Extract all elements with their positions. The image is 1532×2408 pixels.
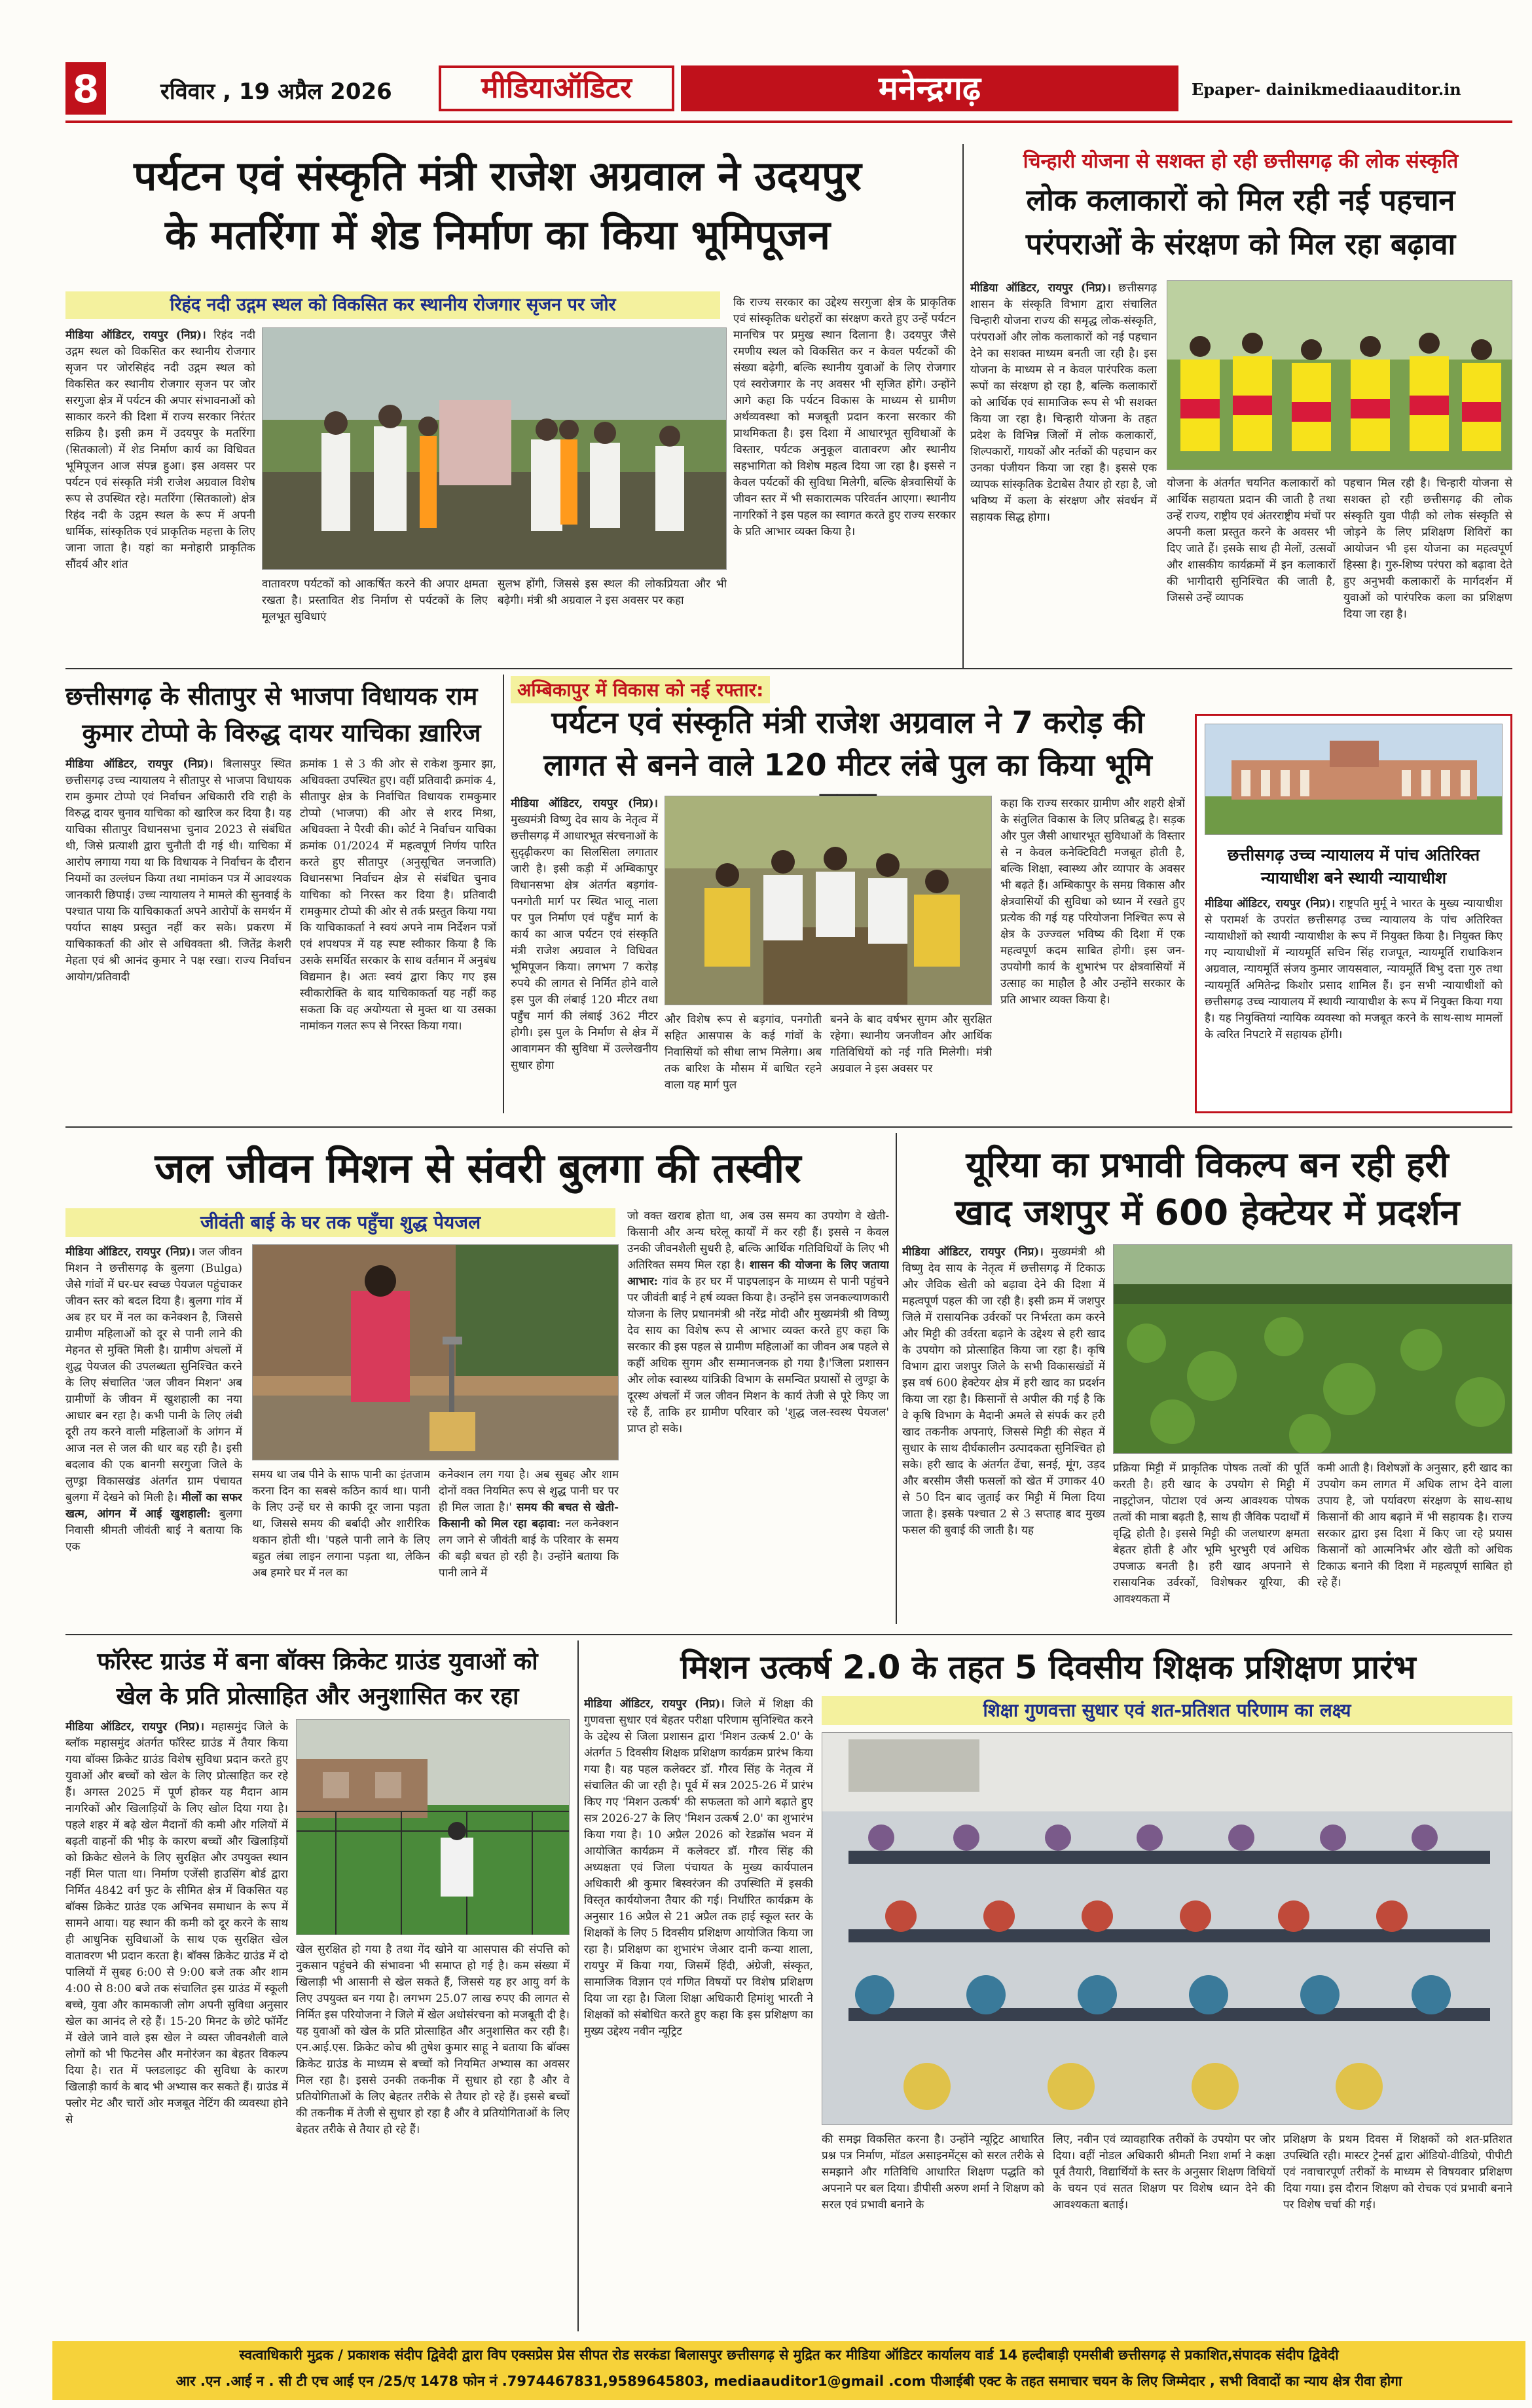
story9-subheadline: शिक्षा गुणवत्ता सुधार एवं शत-प्रतिशत परिणाम का लक्ष्य [822, 1696, 1512, 1725]
story2-photo [1167, 280, 1512, 470]
story4-col1-text: मुख्यमंत्री विष्णु देव साय के नेतृत्व में छत्तीसगढ़ में आधारभूत संरचनाओं के सुदृढ़ीकरण का सिलसिला लगातार जारी है। इसी कड़ी में अम्बिकापुर विधानसभा क्षेत्र अंतर्गत बड़गांव-पनगोती मार्ग पर स्थित भालू नाला पर पुल निर्माण एवं पहुँच मार्ग के कार्य का आज पर्यटन एवं संस्कृति मंत्री राजेश अग्रवाल ने विधिवत भूमिपूजन किया। लगभग 7 करोड़ रुपये की लागत से निर्मित होने वाले इस पुल की लंबाई 120 मीटर तथा पहुँच मार्ग की लंबाई 362 मीटर होगी। इस पुल के निर्माण से क्षेत्र में आवागमन की सुविधा में उल्लेखनीय सुधार होगा [511, 813, 658, 1072]
story2-dateline: मीडिया ऑडिटर, रायपुर (निप्र)। [970, 282, 1111, 295]
issue-date: रविवार , 19 अप्रैल 2026 [160, 79, 392, 105]
story6-under-b-bold: समय की बचत से खेती-किसानी को मिल रहा बढ़ावा: [439, 1501, 619, 1530]
story6-col3-b: गांव के हर घर में पाइपलाइन के माध्यम से पानी पहुंचने पर जीवंती बाई ने हर्ष व्यक्त किया है। उन्होंने इस जनकल्याणकारी योजना के लिए प्रधानमंत्री श्री नरेंद्र मोदी और मुख्यमंत्री श्री विष्णु देव साय का विशेष रूप से आभार व्यक्त करते हुए कहा कि सरकार की इस पहल से ग्रामीण महिलाओं का जीवन अब पहले से कहीं अधिक सुगम और सम्मानजनक हो गया है।'जिला प्रशासन और लोक स्वास्थ्य यांत्रिकी विभाग के समन्वित प्रयासों से लुण्ड्रा के दूरस्थ अंचलों में जल जीवन मिशन के कार्य तेजी से पूरे किए जा रहे हैं, ताकि हर ग्रामीण परिवार को 'शुद्ध जल-स्वस्थ पेयजल' प्राप्त हो सके। [627, 1275, 889, 1436]
story1-photo [262, 327, 727, 570]
story6-under-a: समय था जब पीने के साफ पानी का इंतजाम करना दिन का सबसे कठिन कार्य था। पानी के लिए उन्हें घर से काफी दूर जाना पड़ता था, जिससे समय की बर्बादी और शारीरिक थकान होती थी। 'पहले पानी लाने के लिए बहुत लंबा लाइन लगाना पड़ता था, लेकिन अब हमारे घर में नल का [252, 1468, 430, 1580]
story8-dateline: मीडिया ऑडिटर, रायपुर (निप्र)। [65, 1720, 205, 1733]
story6-col3 [627, 1208, 889, 1624]
story9-col1-text: जिले में शिक्षा की गुणवत्ता सुधार एवं बेहतर परीक्षा परिणाम सुनिश्चित करने के उद्देश्य से जिला प्रशासन द्वारा 'मिशन उत्कर्ष 2.0' के अंतर्गत 5 दिवसीय शिक्षक प्रशिक्षण कार्यक्रम प्रारंभ किया गया है। यह पहल कलेक्टर डॉ. गौरव सिंह के नेतृत्व में संचालित की जा रही है। पूर्व में सत्र 2025-26 में प्रारंभ किए गए 'मिशन उत्कर्ष' की सफलता को आगे बढ़ाते हुए सत्र 2026-27 के लिए 'मिशन उत्कर्ष 2.0' का शुभारंभ किया गया है। 10 अप्रैल 2026 को रेडक्रॉस भवन में आयोजित कार्यक्रम में कलेक्टर डॉ. गौरव सिंह की अध्यक्षता एवं जिला पंचायत के मुख्य कार्यपालन अधिकारी श्री कुमार बिस्वरंजन की उपस्थिति में इसकी विस्तृत कार्ययोजना तैयार की गई। निर्धारित कार्यक्रम के अनुसार 16 अप्रैल से 21 अप्रैल तक हाई स्कूल स्तर के शिक्षकों के लिए 5 दिवसीय प्रशिक्षण आयोजित किया जा रहा है। प्रशिक्षण का शुभारंभ जेआर दानी कन्या शाला, रायपुर में किया गया, जिसमें हिंदी, अंग्रेजी, संस्कृत, सामाजिक विज्ञान एवं गणित विषयों पर विशेष प्रशिक्षण दिया जा रहा है। जिला शिक्षा अधिकारी हिमांशु भारती ने शिक्षकों को संबोधित करते हुए कहा कि इस प्रशिक्षण का मुख्य उद्देश्य नवीन न्यूट्रिट [584, 1697, 813, 2038]
column-divider [962, 144, 964, 668]
story4-col3: कहा कि राज्य सरकार ग्रामीण और शहरी क्षेत्रों के संतुलित विकास के लिए प्रतिबद्ध है। सड़क और पुल जैसी आधारभूत सुविधाओं के विस्तार से न केवल कनेक्टिविटी मजबूत होती है, बल्कि शिक्षा, स्वास्थ्य और व्यापार के अवसर भी बढ़ते हैं। अम्बिकापुर के समग्र विकास और क्षेत्रवासियों की सुविधा को ध्यान में रखते हुए प्रत्येक की गई यह परियोजना निश्चित रूप से क्षेत्र के उज्ज्वल भविष्य की दिशा में एक महत्वपूर्ण कदम साबित होगी। इस जन-उपयोगी कार्य के शुभारंभ पर क्षेत्रवासियों में उत्साह का माहौल है और उन्होंने सरकार के प्रति आभार व्यक्त किया है। [1000, 797, 1185, 1007]
story8-col1 [65, 1719, 288, 2331]
story6-col3-text: जो वक्त खराब होता था, अब उस समय का उपयोग वे खेती-किसानी और अन्य घरेलू कार्यों में कर रही हैं। इससे न केवल उनकी जीवनशैली सुधरी है, बल्कि आर्थिक गतिविधियों के लिए भी अतिरिक्त समय मिल रहा है। [627, 1210, 889, 1272]
story6-boldline: मीलों का सफर खत्म, आंगन में आई खुशहाली: [65, 1491, 242, 1521]
story7-photo-image [1114, 1245, 1512, 1454]
story2-col1 [970, 280, 1157, 660]
story8-photo-image [297, 1720, 570, 1935]
paper-logo: मीडियाऑडिटर [481, 71, 632, 105]
story6-col1-end: बुलगा निवासी श्रीमती जीवंती बाई ने बताया कि एक [65, 1508, 242, 1553]
story7-headline-line2: खाद जशपुर में 600 हेक्टेयर में प्रदर्शन [955, 1192, 1460, 1233]
story8-photo [296, 1719, 570, 1935]
story2-col2: योजना के अंतर्गत चयनित कलाकारों को आर्थिक सहायता प्रदान की जाती है तथा उन्हें राज्य, राष्ट्रीय एवं अंतरराष्ट्रीय मंचों पर अपनी कला प्रस्तुत करने के अवसर भी दिए जाते हैं। इसके साथ ही मेलों, उत्सवों और शासकीय कार्यक्रमों में इन कलाकारों की भागीदारी सुनिश्चित की जाती है, जिससे उन्हें व्यापक [1167, 477, 1336, 604]
column-divider-2 [503, 675, 504, 1113]
story6-col3-head: शासन की योजना के लिए जताया आभार: [627, 1259, 889, 1288]
story1-col1-text: रिहंद नदी उद्गम स्थल को विकसित कर स्थानीय रोजगार सृजन पर जोरसिहंद नदी उद्गम स्थल को विकसित कर स्थानीय रोजगार सृजन पर जोर सरगुजा क्षेत्र में पर्यटन की अपार संभावनाओं को साकार करने की दिशा में राज्य सरकार निरंतर सक्रिय है। इसी क्रम में उदयपुर के मतरिंगा (सितकालो) में शेड निर्माण कार्य का विधिवत भूमिपूजन आज संपन्न हुआ। इस अवसर पर पर्यटन एवं संस्कृति मंत्री राजेश अग्रवाल विशेष रूप से उपस्थित रहे। मतरिंगा (सितकालो) क्षेत्र रिहंद नदी के उद्गम स्थल के रूप में अपनी धार्मिक, सांस्कृतिक एवं प्राकृतिक महत्ता के लिए जाना जाता है। यहां का मनोहारी प्राकृतिक सौंदर्य और शांत [65, 329, 255, 571]
story7-dateline: मीडिया ऑडिटर, रायपुर (निप्र)। [902, 1246, 1044, 1259]
story4-dateline: मीडिया ऑडिटर, रायपुर (निप्र)। [511, 797, 658, 810]
high-court-image [1205, 724, 1503, 835]
story2-headline-line1: लोक कलाकारों को मिल रही नई पहचान [1026, 183, 1455, 217]
story3-col1 [65, 756, 291, 1113]
story5-body [1205, 896, 1503, 1105]
story8-under-a: खेल सुरक्षित हो गया है तथा गेंद खोने या आसपास की संपत्ति को नुकसान पहुंचने की संभावना भी समाप्त हो गई है। कम संख्या में खिलाड़ी भी आसानी से खेल सकते हैं, जिससे यह हर आयु वर्ग के लिए उपयुक्त बन गया है। लगभग 25.07 लाख रुपए की लागत से निर्मित इस परियोजना ने जिले में खेल अधोसंरचना को मजबूती दी है। यह युवाओं को खेल के प्रति प्रोत्साहित और अनुशासित कर रही है। एन.आई.एस. क्रिकेट कोच श्री तुषेश कुमार साहू ने बताया कि बॉक्स क्रिकेट ग्राउंड के माध्यम से बच्चों को नियमित अभ्यास का अवसर मिल रहा है। इससे उनकी तकनीक में सुधार हो रहा है और वे प्रतियोगिताओं के लिए बेहतर तरीके से तैयार हो रहे हैं। इससे बच्चों की तकनीक में तेजी से सुधार हो रहा है और वे प्रतियोगिताओं के लिए बेहतर तरीके से तैयार हो रहे हैं। [296, 1943, 570, 2136]
story1-under-photo-a: वातावरण पर्यटकों को आकर्षित करने की अपार क्षमता रखता है। प्रस्तावित शेड निर्माण से पर्यटकों के लिए मूलभूत सुविधाएं [262, 578, 488, 623]
story4-kicker: अम्बिकापुर में विकास को नई रफ्तार: [511, 676, 770, 703]
story7-col1-text: मुख्यमंत्री श्री विष्णु देव साय के नेतृत्व में छत्तीसगढ़ में टिकाऊ और जैविक खेती को बढ़ावा देने की दिशा में महत्वपूर्ण पहल की जा रही है। इसी क्रम में जशपुर जिले में रासायनिक उर्वरकों पर निर्भरता कम करने और मिट्टी की उर्वरता बढ़ाने के उद्देश्य से हरी खाद के उपयोग को प्रोत्साहित किया जा रहा है। कृषि विभाग द्वारा जशपुर जिले के सभी विकासखंडों में इस वर्ष 600 हेक्टेयर क्षेत्र में हरी खाद का प्रदर्शन किया जा रहा है। किसानों से अपील की गई है कि वे कृषि विभाग के मैदानी अमले से संपर्क कर हरी खाद तकनीक अपनाएं, जिससे मिट्टी की सेहत में सुधार के साथ दीर्घकालीन उत्पादकता सुनिश्चित हो सके। हरी खाद के अंतर्गत ढेंचा, सनई, मूंग, उड़द और बरसीम जैसी फसलों को खेत में उगाकर 40 से 50 दिन बाद जुताई कर मिट्टी में मिला दिया जाता है। इसके पश्चात 2 से 3 सप्ताह बाद मुख्य फसल की बुवाई की जाती है। यह [902, 1246, 1105, 1537]
story2-photo-image [1167, 281, 1512, 470]
story9-under-b: लिए, नवीन एवं व्यावहारिक तरीकों के उपयोग पर जोर दिया। वहीं नोडल अधिकारी श्रीमती निशा शर्मा ने कक्षा पूर्व तैयारी, विद्यार्थियों के स्तर के अनुसार शिक्षण विधियों के चयन एवं सतत शिक्षण पर विशेष ध्यान देने की आवश्यकता बताई। [1053, 2133, 1275, 2212]
story2-headline-line2: परंपराओं के संरक्षण को मिल रहा बढ़ावा [1025, 227, 1456, 261]
horizontal-rule-1 [65, 668, 1512, 669]
story7-under-b: कमी आती है। विशेषज्ञों के अनुसार, हरी खाद का उपयोग कम लागत में अधिक लाभ देने वाला उपाय है, जो पर्यावरण संरक्षण के साथ-साथ किसानों की आय बढ़ाने में भी सहायक है। राज्य सरकार द्वारा इस दिशा में किए जा रहे प्रयास किसानों को आत्मनिर्भर और खेती को अधिक टिकाऊ बनाने की दिशा में महत्वपूर्ण साबित हो रहे हैं। [1317, 1462, 1512, 1589]
story1-col3: कि राज्य सरकार का उद्देश्य सरगुजा क्षेत्र के प्राकृतिक एवं सांस्कृतिक धरोहरों का संरक्षण करते हुए उन्हें पर्यटन मानचित्र पर प्रमुख स्थान दिलाना है। उदयपुर जैसे रमणीय स्थल को विकसित कर न केवल पर्यटकों की संख्या बढ़ेगी, बल्कि स्थानीय युवाओं के लिए रोजगार एवं स्वरोजगार के नए अवसर भी सृजित होंगे। उन्होंने आगे कहा कि पर्यटन विकास के माध्यम से ग्रामीण अर्थव्यवस्था को मजबूती प्रदान करना सरकार की प्राथमिकता है। इस दिशा में आधारभूत सुविधाओं के विस्तार, पर्यटक अनुकूल वातावरण और स्थानीय सहभागिता को विशेष महत्व दिया जा रहा है। इससे न केवल पर्यटकों की सुविधा मिलेगी, बल्कि क्षेत्रवासियों के जीवन स्तर में भी सकारात्मक परिवर्तन आएगा। स्थानीय नागरिकों ने इस पहल का स्वागत करते हुए राज्य सरकार के प्रति आभार व्यक्त किया है। [733, 296, 956, 538]
story5-dateline: मीडिया ऑडिटर, रायपुर (निप्र)। [1205, 897, 1336, 910]
story9-photo [822, 1732, 1512, 2125]
story5-headline-line2: न्यायाधीश बने स्थायी न्यायाधीश [1260, 868, 1447, 887]
story9-under-c: प्रशिक्षण के प्रथम दिवस में शिक्षकों को शत-प्रतिशत उपस्थिति रही। मास्टर ट्रेनर्स द्वारा ऑडियो-वीडियो, पीपीटी एवं नवाचारपूर्ण तरीकों के माध्यम से विषयवार प्रशिक्षण दिया गया। इस दौरान शिक्षण को रोचक एवं प्रभावी बनाने पर विशेष चर्चा की गई। [1283, 2133, 1512, 2212]
high-court-photo [1205, 724, 1503, 835]
story1-under-photo-b: सुलभ होंगी, जिससे इस स्थल की लोकप्रियता और भी बढ़ेगी। मंत्री श्री अग्रवाल ने इस अवसर पर कहा [498, 578, 727, 607]
story5-headline-line1: छत्तीसगढ़ उच्च न्यायालय में पांच अतिरिक्त [1227, 845, 1480, 864]
epaper-url[interactable]: Epaper- dainikmediaauditor.in [1192, 80, 1461, 99]
story9-dateline: मीडिया ऑडिटर, रायपुर (निप्र)। [584, 1697, 725, 1711]
story6-dateline: मीडिया ऑडिटर, रायपुर (निप्र)। [65, 1246, 195, 1259]
horizontal-rule-2 [65, 1126, 1512, 1128]
story4-under-a: और विशेष रूप से बड़गांव, पनगोती सहित आसपास के कई गांवों के निवासियों को सीधा लाभ मिलेगा। अब तक बारिश के मौसम में बाधित रहने वाला यह मार्ग पुल [665, 1013, 822, 1092]
masthead [0, 0, 1532, 131]
horizontal-rule-3 [65, 1634, 1512, 1635]
column-divider-3 [896, 1133, 897, 1624]
story3-col1-text: बिलासपुर स्थित छत्तीसगढ़ उच्च न्यायालय ने सीतापुर से भाजपा विधायक राम कुमार टोप्पो एवं निर्वाचन अधिकारी रवि राही के विरुद्ध दायर चुनाव याचिका को खारिज कर दिया है। यह याचिका सीतापुर विधानसभा चुनाव 2023 से संबंधित थी, जिसे प्रत्याशी द्वारा चुनौती दी गई थी। याचिका में आरोप लगाया गया था कि विधायक ने निर्वाचन के दौरान नियमों का उल्लंघन किया तथा नामांकन पत्र में आवश्यक जानकारी छिपाई। उच्च न्यायालय ने मामले की सुनवाई के पश्चात पाया कि याचिकाकर्ता अपने आरोपों के समर्थन में पर्याप्त साक्ष्य प्रस्तुत नहीं कर सके। प्रकरण में याचिकाकर्ता की ओर से अधिवक्ता श्री. जितेंद्र केशरी मेहता एवं श्री आनंद कुमार ने पक्ष रखा। राज्य निर्वाचन आयोग/प्रतिवादी [65, 758, 291, 984]
masthead-rule [65, 120, 1512, 123]
story5-body-text: राष्ट्रपति मुर्मू ने भारत के मुख्य न्यायाधीश से परामर्श के उपरांत छत्तीसगढ़ उच्च न्यायालय के पांच अतिरिक्त न्यायाधीशों को स्थायी न्यायाधीश के रूप में नियुक्त किया है। नियुक्त किए गए न्यायाधीशों में न्यायमूर्ति सचिन सिंह राजपूत, न्यायमूर्ति राधाकिशन अग्रवाल, न्यायमूर्ति संजय कुमार जायसवाल, न्यायमूर्ति बिभु दत्ता गुरु तथा न्यायमूर्ति अमितेन्द्र किशोर प्रसाद शामिल हैं। इन सभी न्यायाधीशों को छत्तीसगढ़ उच्च न्यायालय में स्थायी न्यायाधीश के रूप में नियुक्त किया गया है। यह नियुक्तियां न्यायिक व्यवस्था को मजबूत करने के साथ-साथ मामलों के त्वरित निपटारे में सहायक होंगी। [1205, 897, 1503, 1041]
story4-photo [665, 796, 992, 1005]
story2-col3: पहचान मिल रही है। चिन्हारी योजना से सशक्त हो रही छत्तीसगढ़ की लोक संस्कृति युवा पीढ़ी को लोक संस्कृति से जोड़ने के लिए प्रशिक्षण शिविरों का आयोजन भी इस योजना का महत्वपूर्ण हिस्सा है। गुरु-शिष्य परंपरा को बढ़ावा देते हुए अनुभवी कलाकारों के मार्गदर्शन में युवाओं को पारंपरिक कला का प्रशिक्षण दिया जा रहा है। [1343, 477, 1512, 621]
story7-col1 [902, 1244, 1105, 1624]
story3-headline-line1: छत्तीसगढ़ के सीतापुर से भाजपा विधायक राम [65, 682, 478, 711]
story6-photo-image [253, 1245, 619, 1460]
story6-col1 [65, 1244, 242, 1624]
story9-headline: मिशन उत्कर्ष 2.0 के तहत 5 दिवसीय शिक्षक प्रशिक्षण प्रारंभ [680, 1648, 1416, 1686]
story4-headline-line2: लागत से बनने वाले 120 मीटर लंबे पुल का किया भूमि [543, 747, 1152, 783]
story1-col1 [65, 327, 255, 661]
story1-photo-image [263, 328, 727, 570]
story4-headline-line1: पर्यटन एवं संस्कृति मंत्री राजेश अग्रवाल ने 7 करोड़ की [551, 705, 1144, 740]
edition-name: मनेन्द्रगढ़ [879, 69, 981, 107]
imprint-line2: आर .एन .आई न . सी टी एच आई एन /25/ए 1478 फोन नं .7974467831,9589645803, mediaauditor1@gmail .com पीआईबी एक्ट के तहत समाचार चयन के लिए जिम्मेदार , सभी विवादों का न्याय क्षेत्र रीवा होगा [175, 2373, 1402, 2389]
story8-headline-line2: खेल के प्रति प्रोत्साहित और अनुशासित कर रहा [116, 1683, 519, 1710]
story7-under-a: प्रक्रिया मिट्टी में प्राकृतिक पोषक तत्वों की पूर्ति करती है। हरी खाद के उपयोग से मिट्टी में नाइट्रोजन, पोटाश एवं अन्य आवश्यक पोषक तत्वों की मात्रा बढ़ती है, साथ ही जैविक पदार्थों में वृद्धि होती है। इससे मिट्टी की जलधारण क्षमता बेहतर होती है और भूमि भुरभुरी एवं अधिक उपजाऊ बनती है। हरी खाद अपनाने से रासायनिक उर्वरकों, विशेषकर यूरिया, की आवश्यकता में [1113, 1462, 1309, 1606]
story8-col1-text: महासमुंद जिले के ब्लॉक महासमुंद अंतर्गत फॉरेस्ट ग्राउंड में तैयार किया गया बॉक्स क्रिकेट ग्राउंड विशेष सुविधा प्रदान करते हुए युवाओं और बच्चों को खेल के लिए प्रोत्साहित कर रहे हैं। अगस्त 2025 में पूर्ण होकर यह मैदान आम नागरिकों और खिलाड़ियों के लिए खोल दिया गया है। पहले शहर में बढ़े खेल मैदानों की कमी और गलियों में बढ़ती वाहनों की भीड़ के कारण बच्चों और खिलाड़ियों को क्रिकेट खेलने के लिए सुरक्षित और उपयुक्त स्थान नहीं मिल पाता था। निर्माण एजेंसी हाउसिंग बोर्ड द्वारा निर्मित 4842 वर्ग फुट के सीमित क्षेत्र में विकसित यह बॉक्स क्रिकेट ग्राउंड एक अभिनव समाधान के रूप में सामने आया। यह स्थान की कमी को दूर करने के साथ ही आधुनिक सुविधाओं के साथ एक सुरक्षित खेल वातावरण भी प्रदान करता है। बॉक्स क्रिकेट ग्राउंड में दो पालियों में सुबह 6:00 से 9:00 बजे तक और शाम 4:00 से 8:00 बजे तक संचालित इस ग्राउंड में स्कूली बच्चे, युवा और कामकाजी लोग अपनी सुविधा अनुसार खेल का आनंद ले रहे हैं। 15-20 मिनट के छोटे फॉर्मेट में खेले जाने वाले इस खेल ने व्यस्त जीवनशैली वाले लोगों को भी फिटनेस और मनोरंजन का बेहतर विकल्प दिया है। रात में फ्लडलाइट की सुविधा के कारण खिलाड़ी कार्य के बाद भी अभ्यास कर सकते हैं। ग्राउंड में फ्लोर मेट और चारों ओर मजबूत नेटिंग की व्यवस्था होने से [65, 1720, 288, 2126]
story3-dateline: मीडिया ऑडिटर, रायपुर (निप्र)। [65, 758, 213, 771]
story4-col1 [511, 796, 658, 1113]
story1-headline-line1: पर्यटन एवं संस्कृति मंत्री राजेश अग्रवाल ने उदयपुर [134, 152, 862, 200]
story6-under-b-text: कनेक्शन लग गया है। अब सुबह और शाम दोनों वक्त नियमित रूप से शुद्ध पानी घर पर ही मिल जाता है।' [439, 1468, 619, 1514]
story3-headline-line2: कुमार टोप्पो के विरुद्ध दायर याचिका ख़ारिज [82, 718, 481, 747]
story7-headline-line1: यूरिया का प्रभावी विकल्प बन रही हरी [966, 1144, 1449, 1185]
story2-kicker: चिन्हारी योजना से सशक्त हो रही छत्तीसगढ़ की लोक संस्कृति [1023, 150, 1459, 173]
story1-headline-line2: के मतरिंगा में शेड निर्माण का किया भूमिपूजन [164, 211, 831, 259]
story6-photo [252, 1244, 619, 1460]
story9-photo-image [822, 1733, 1512, 2125]
story6-subheadline: जीवंती बाई के घर तक पहुँचा शुद्ध पेयजल [65, 1208, 615, 1237]
story1-dateline: मीडिया ऑडिटर, रायपुर (निप्र)। [65, 329, 206, 342]
story9-under-a: की समझ विकसित करना है। उन्होंने न्यूट्रिट आधारित प्रश्न पत्र निर्माण, मॉडल असाइनमेंट्स को सरल तरीके से समझाने और गतिविधि आधारित शिक्षण पद्धति को अपनाने पर बल दिया। डीपीसी अरुण शर्मा ने शिक्षण को सरल एवं प्रभावी बनाने के [822, 2133, 1044, 2212]
column-divider-4 [577, 1640, 579, 2331]
story9-col1 [584, 1696, 813, 2331]
story8-headline-line1: फॉरेस्ट ग्राउंड में बना बॉक्स क्रिकेट ग्राउंड युवाओं को [97, 1648, 538, 1675]
imprint-line1: स्वत्वाधिकारी मुद्रक / प्रकाशक संदीप द्विवेदी द्वारा विप एक्सप्रेस प्रेस सीपत रोड सरकंडा बिलासपुर छत्तीसगढ़ से मुद्रित कर मीडिया ऑडिटर कार्यालय वार्ड 14 हल्दीबाड़ी एमसीबी छत्तीसगढ़ से प्रकाशित,संपादक संदीप द्विवेदी [239, 2347, 1339, 2363]
story6-under-b [439, 1467, 619, 1624]
story4-under-b: बनने के बाद वर्षभर सुगम और सुरक्षित रहेगा। स्थानीय जनजीवन और आर्थिक गतिविधियों को नई गति मिलेगी। मंत्री अग्रवाल ने इस अवसर पर [830, 1013, 992, 1075]
story1-subheadline: रिहंद नदी उद्गम स्थल को विकसित कर स्थानीय रोजगार सृजन पर जोर [65, 291, 720, 319]
story2-col1-text: छत्तीसगढ़ शासन के संस्कृति विभाग द्वारा संचालित चिन्हारी योजना राज्य की समृद्ध लोक-संस्कृति, परंपराओं और लोक कलाकारों को नई पहचान देने का सशक्त माध्यम बनती जा रही है। इस योजना के माध्यम से न केवल पारंपरिक कला रूपों का संरक्षण हो रहा है, बल्कि कलाकारों को आर्थिक एवं सामाजिक रूप से भी सशक्त किया जा रहा है। चिन्हारी योजना के तहत प्रदेश के विभिन्न जिलों में लोक कलाकारों, शिल्पकारों, गायकों और नर्तकों की पहचान कर उनका पंजीयन किया जा रहा है। इससे एक व्यापक सांस्कृतिक डेटाबेस तैयार हो रहा है, जो भविष्य में कला के संरक्षण और संवर्धन में सहायक सिद्ध होगा। [970, 282, 1157, 524]
story4-photo-image [665, 796, 992, 1005]
story6-col1-text: जल जीवन मिशन ने छत्तीसगढ़ के बुलगा (Bulga) जैसे गांवों में घर-घर स्वच्छ पेयजल पहुंचाकर जीवन स्तर को बदल दिया है। बुलगा गांव में अब हर घर में नल का कनेक्शन है, जिससे ग्रामीण महिलाओं को दूर से पानी लाने की मेहनत से मुक्ति मिली है। ग्रामीण अंचलों में शुद्ध पेयजल की उपलब्धता सुनिश्चित करने के लिए संचालित 'जल जीवन मिशन' अब ग्रामीणों के जीवन में खुशहाली का नया आधार बन रहा है। कभी पानी के लिए लंबी दूरी तय करने वाली महिलाओं के आंगन में आज नल से जल की धार बह रही है। इसी बदलाव की एक बानगी सरगुजा जिले के लुण्ड्रा विकासखंड अंतर्गत ग्राम पंचायत बुलगा में देखने को मिली है। [65, 1246, 242, 1504]
page-number: 8 [72, 67, 100, 111]
story6-headline: जल जीवन मिशन से संवरी बुलगा की तस्वीर [155, 1144, 801, 1192]
story7-photo [1113, 1244, 1512, 1454]
story6-under-b2: नल कनेक्शन लग जाने से जीवंती बाई के परिवार के समय की बड़ी बचत हो रही है। उन्होंने बताया कि पानी लाने में [439, 1517, 619, 1580]
story3-col2: क्रमांक 1 से 3 की ओर से राकेश कुमार झा, अधिवक्ता उपस्थित हुए। वहीं प्रतिवादी क्रमांक 4, सीतापुर क्षेत्र के निर्वाचित विधायक रामकुमार टोप्पो (भाजपा) की ओर से शरद मिश्रा, अधिवक्ता ने पैरवी की। कोर्ट ने निर्वाचन याचिका क्रमांक 01/2024 में महत्वपूर्ण निर्णय पारित करते हुए सीतापुर (अनुसूचित जनजाति) विधानसभा निर्वाचन क्षेत्र से संबंधित चुनाव याचिका को निरस्त कर दिया है। प्रतिवादी रामकुमार टोप्पो की ओर से तर्क प्रस्तुत किया गया कि याचिकाकर्ता ने स्वयं अपने नाम निर्देशन पत्रों एवं शपथपत्र में यह स्पष्ट स्वीकार किया है कि उसके समर्थित सरकार के साथ वर्तमान में अनुबंध विद्यमान है। अतः स्वयं द्वारा किए गए इस स्वीकारोक्ति के बाद याचिकाकर्ता यह नहीं कह सकता कि वह अयोग्यता से मुक्त था या उसका नामांकन गलत रूप से निरस्त किया गया। [300, 758, 496, 1033]
